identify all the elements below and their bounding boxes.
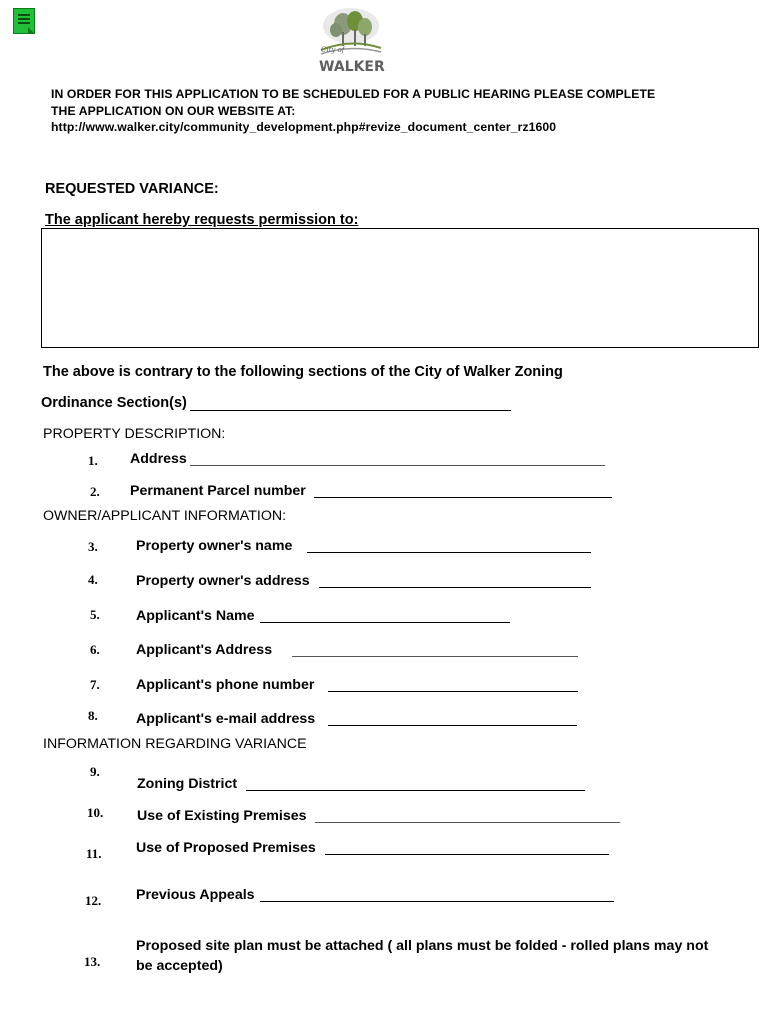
applicant-email-label: Applicant's e-mail address [136,711,316,727]
logo-city-of: City of [321,46,345,54]
trees-logo-icon [315,8,387,74]
owner-applicant-heading: OWNER/APPLICANT INFORMATION: [43,508,287,524]
applicant-address-field[interactable] [292,656,578,657]
zoning-district-field[interactable] [246,790,585,791]
applicant-name-label: Applicant's Name [136,608,255,624]
site-plan-note-line-1: Proposed site plan must be attached ( all plans must be folded - rolled plans may not [136,938,709,954]
address-label: Address [130,451,187,467]
applicant-email-field[interactable] [328,725,577,726]
previous-appeals-label: Previous Appeals [136,887,255,903]
contrary-statement: The above is contrary to the following sections of the City of Walker Zoning [43,364,563,380]
notice-line-1: IN ORDER FOR THIS APPLICATION TO BE SCHEDULED FOR A PUBLIC HEARING PLEASE COMPLETE [51,87,656,101]
proposed-premises-field[interactable] [325,854,609,855]
ordinance-field[interactable] [190,410,511,411]
field-number-5: 5. [90,607,100,622]
requested-variance-heading: REQUESTED VARIANCE: [45,181,219,197]
existing-premises-field[interactable] [315,822,620,823]
ordinance-label: Ordinance Section(s) [41,395,187,411]
existing-premises-label: Use of Existing Premises [137,808,307,824]
field-number-12: 12. [85,893,102,908]
owner-name-label: Property owner's name [136,538,293,554]
field-number-3: 3. [88,539,98,554]
notice-block [51,86,655,136]
parcel-number-label: Permanent Parcel number [130,483,306,499]
field-number-8: 8. [88,708,98,723]
owner-address-field[interactable] [319,587,591,588]
field-number-2: 2. [90,484,100,499]
field-number-6: 6. [90,642,100,657]
notice-line-2: THE APPLICATION ON OUR WEBSITE AT: [51,103,296,118]
applicant-address-label: Applicant's Address [136,642,273,658]
address-field[interactable] [190,465,605,466]
field-number-7: 7. [90,677,100,692]
field-number-1: 1. [88,453,98,468]
notice-url[interactable]: http://www.walker.city/community_development.php#revize_document_center_rz1600 [51,120,557,134]
owner-name-field[interactable] [307,552,591,553]
permission-label: The applicant hereby requests permission to: [45,212,359,228]
property-description-heading: PROPERTY DESCRIPTION: [43,426,226,442]
note-icon[interactable] [13,8,35,34]
field-number-10: 10. [87,805,104,820]
city-of-walker-logo [315,8,387,74]
proposed-premises-label: Use of Proposed Premises [136,840,316,856]
permission-textarea[interactable] [41,228,759,348]
applicant-phone-label: Applicant's phone number [136,677,315,693]
logo-walker: WALKER [319,59,385,74]
site-plan-note-line-2: be accepted) [136,958,223,974]
previous-appeals-field[interactable] [260,901,614,902]
field-number-13: 13. [84,954,101,969]
field-number-11: 11. [86,846,102,861]
applicant-phone-field[interactable] [328,691,578,692]
variance-info-heading: INFORMATION REGARDING VARIANCE [43,736,307,752]
parcel-number-field[interactable] [314,497,612,498]
field-number-9: 9. [90,764,100,779]
field-number-4: 4. [88,572,98,587]
owner-address-label: Property owner's address [136,573,310,589]
zoning-district-label: Zoning District [137,776,238,792]
applicant-name-field[interactable] [260,622,510,623]
